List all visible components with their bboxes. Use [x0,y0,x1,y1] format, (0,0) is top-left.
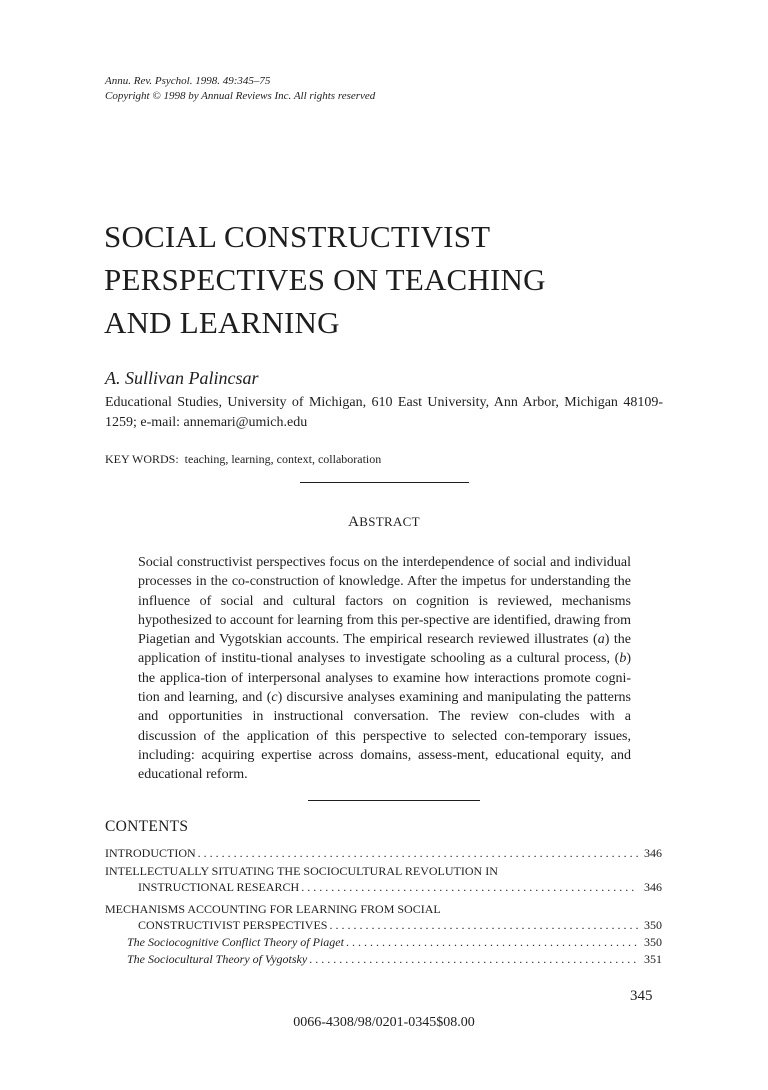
toc-page: 346 [644,880,662,894]
toc-page: 351 [644,952,662,966]
toc-entry-introduction[interactable] [105,845,662,861]
divider-rule [300,482,469,483]
abstract-heading-initial: A [348,514,360,530]
abstract-text-part: Social constructivist perspectives focus on the interdependence of social and individual processes in the co-construction of knowledge. After the impetus for understanding the influence of social and cultural factors on cognition is reviewed, mechanisms hypothesized to account for learning from this per-spective are identified, drawing from Piagetian and Vygotskian accounts. The empirical research reviewed illustrates ( [138,555,631,648]
keywords-list: teaching, learning, context, collaboration [184,452,382,466]
contents-heading: CONTENTS [105,818,189,835]
page-number: 345 [630,988,653,1004]
author-affiliation: Educational Studies, University of Michigan, 610 East University, Ann Arbor, Michigan 48109-1259; e-mail: annemari@umich.edu [105,395,663,430]
abstract-heading-rest: BSTRACT [359,514,420,529]
toc-label: The Sociocognitive Conflict Theory of Piaget [127,935,344,949]
abstract-text-part: ) the applica-tion of interpersonal analyses to examine how interactions promote cogni-tion and learning, and ( [138,651,631,706]
title-line: AND LEARNING [104,305,340,340]
article-title [104,215,546,344]
abstract-text-part: ) the application of institu-tional analyses to investigate schooling as a cultural process, ( [138,632,631,667]
toc-label: INTRODUCTION [105,846,196,860]
toc-leader [309,951,638,967]
toc-leader [346,934,638,950]
abstract-text-part: ) discursive analyses examining and manipulating the patterns and opportunities in instructional conversation. The review con-cludes with a discussion of the application of this perspective to selected con-temporary issues, including: acquiring expertise across domains, assess-ment, educational equity, and educational reform. [138,690,631,783]
toc-label: CONSTRUCTIVIST PERSPECTIVES [138,918,328,932]
toc-leader [301,879,638,895]
enumeration-mark: b [619,651,627,667]
toc-entry-mechanisms-line1[interactable]: MECHANISMS ACCOUNTING FOR LEARNING FROM SOCIAL [105,902,441,916]
toc-entry-piaget[interactable] [127,934,662,950]
author-name: A. Sullivan Palincsar [105,368,259,388]
enumeration-mark: c [271,690,278,706]
abstract-text [138,553,631,785]
toc-leader [198,845,638,861]
toc-page: 350 [644,918,662,932]
article-code: 0066-4308/98/0201-0345$08.00 [293,1015,475,1030]
toc-page: 346 [644,846,662,860]
toc-label: INSTRUCTIONAL RESEARCH [138,880,300,894]
journal-citation-line: Annu. Rev. Psychol. 1998. 49:345–75 [105,75,271,87]
toc-entry-mechanisms[interactable] [138,917,662,933]
toc-label: The Sociocultural Theory of Vygotsky [127,952,308,966]
title-line: SOCIAL CONSTRUCTIVIST [104,219,491,254]
divider-rule [308,800,480,801]
toc-page: 350 [644,935,662,949]
toc-entry-intellectually[interactable] [138,879,662,895]
toc-entry-vygotsky[interactable] [127,951,662,967]
toc-entry-intellectually-line1[interactable]: INTELLECTUALLY SITUATING THE SOCIOCULTURAL REVOLUTION IN [105,864,498,878]
journal-citation [105,74,375,104]
title-line: PERSPECTIVES ON TEACHING [104,262,546,297]
abstract-heading [0,514,768,531]
enumeration-mark: a [597,632,605,648]
toc-leader [329,917,638,933]
copyright-line: Copyright © 1998 by Annual Reviews Inc. All rights reserved [105,90,376,102]
keywords [105,452,381,467]
keywords-label: KEY WORDS: [105,452,179,466]
